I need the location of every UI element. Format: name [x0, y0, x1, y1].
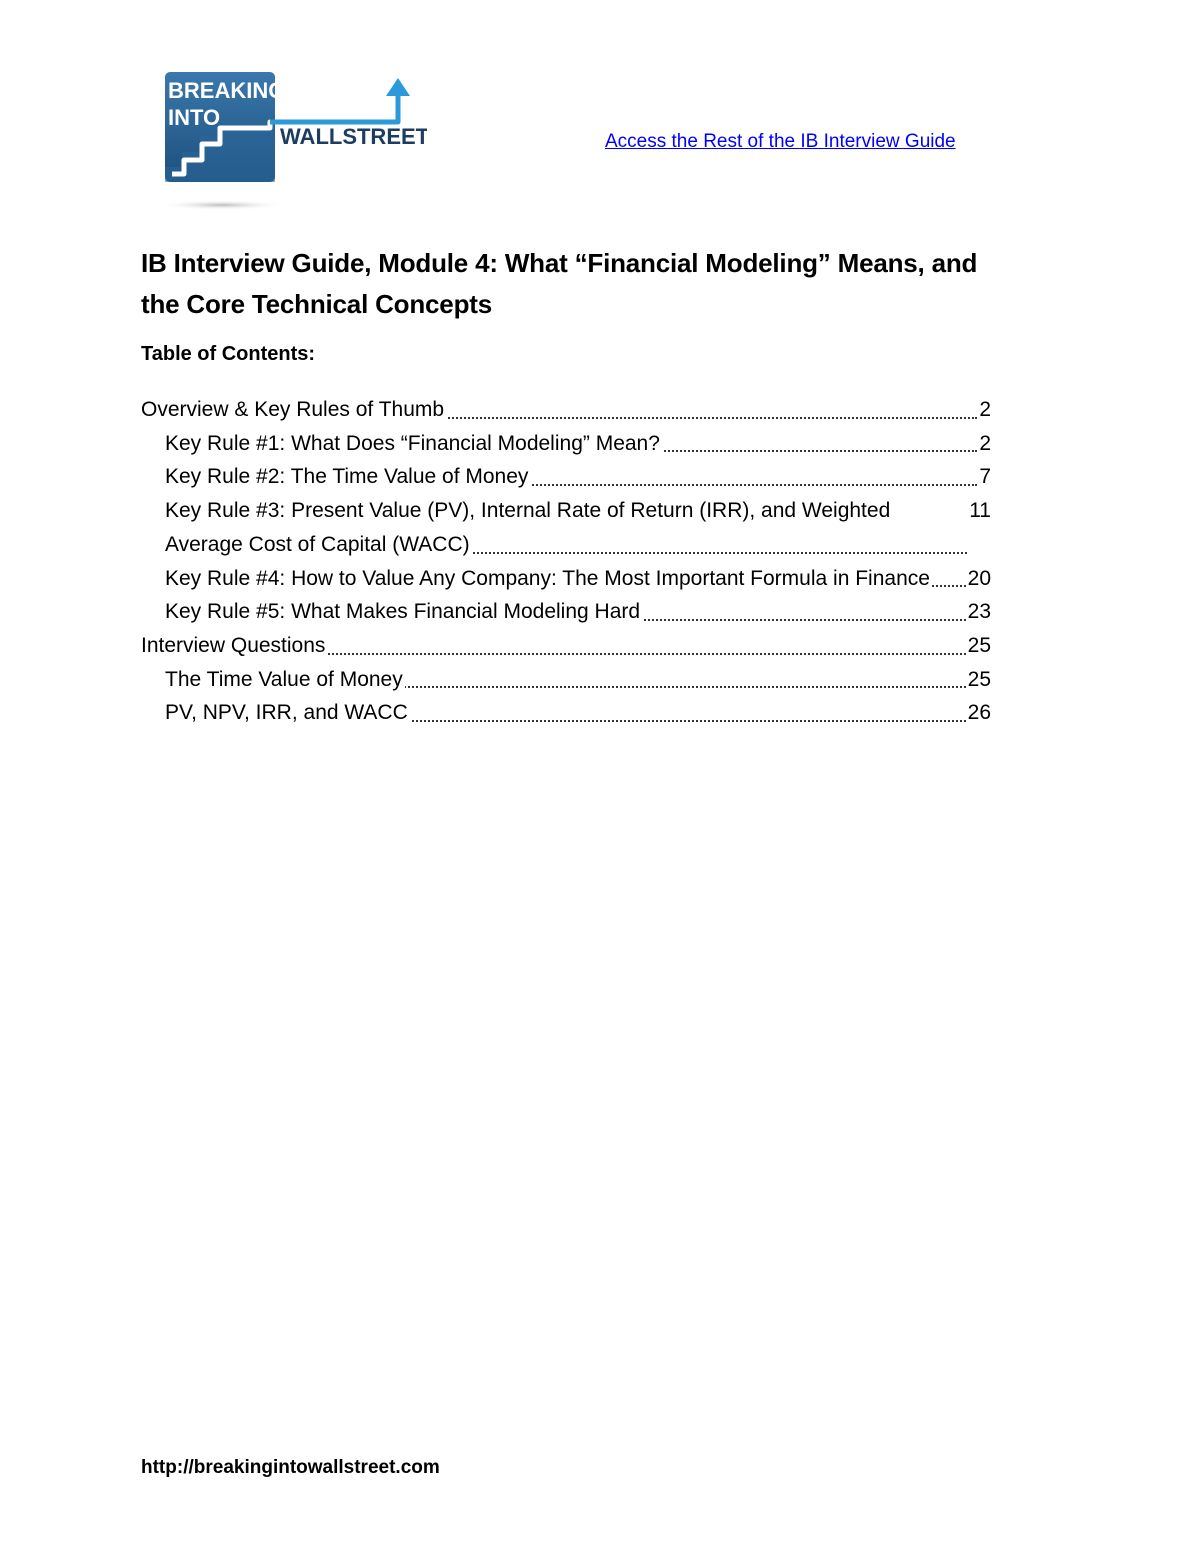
toc-entry-label: Key Rule #1: What Does “Financial Modeling” Mean? [165, 431, 660, 455]
access-guide-link[interactable]: Access the Rest of the IB Interview Guide [605, 131, 956, 152]
toc-entry-interview-questions[interactable] [141, 629, 991, 663]
logo-graphic [162, 72, 427, 212]
toc-entry-label: Key Rule #5: What Makes Financial Modeling Hard [165, 600, 641, 624]
logo-text-wallstreet: WALLSTREET [280, 124, 427, 149]
toc-entry-label: Overview & Key Rules of Thumb [141, 398, 445, 421]
toc-entry-page: 25 [967, 633, 991, 657]
footer-url: http://breakingintowallstreet.com [141, 1457, 440, 1478]
page-title [141, 243, 1081, 325]
toc-entry-overview[interactable] [141, 393, 991, 427]
toc-entry-key-rule-2[interactable] [141, 460, 991, 494]
toc-entry-label: The Time Value of Money [165, 667, 403, 691]
toc-entry-page: 2 [979, 398, 991, 421]
toc-entry-label: Key Rule #4: How to Value Any Company: The Most Important Formula in Finance [165, 566, 930, 590]
company-logo [162, 72, 427, 212]
logo-text-breaking: BREAKING [168, 78, 286, 103]
toc-entry-pv-npv[interactable] [141, 696, 991, 730]
toc-entry-page: 25 [967, 667, 991, 691]
toc-entry-label: Interview Questions [141, 633, 326, 657]
toc-entry-page: 26 [967, 701, 991, 725]
table-of-contents [141, 393, 991, 730]
toc-entry-key-rule-1[interactable] [141, 427, 991, 461]
toc-entry-key-rule-4[interactable] [141, 562, 991, 596]
toc-entry-label: Key Rule #2: The Time Value of Money [165, 465, 529, 489]
toc-entry-page: 7 [979, 465, 991, 489]
logo-text-into: INTO [168, 105, 221, 130]
toc-entry-page: 2 [979, 431, 991, 455]
toc-entry-label: PV, NPV, IRR, and WACC [165, 701, 408, 725]
page-title-line-2: the Core Technical Concepts [141, 289, 492, 319]
toc-entry-page: 20 [967, 566, 991, 590]
toc-entry-time-value[interactable] [141, 663, 991, 697]
page-title-line-1: IB Interview Guide, Module 4: What “Financial Modeling” Means, and [141, 248, 978, 278]
toc-entry-key-rule-5[interactable] [141, 595, 991, 629]
toc-entry-page: 23 [967, 600, 991, 624]
toc-entry-label: Key Rule #3: Present Value (PV), Internal Rate of Return (IRR), and Weighted Average Cost of Capital (WACC) [165, 499, 891, 556]
toc-entry-key-rule-3[interactable] [141, 494, 991, 561]
toc-entry-page: 11 [969, 499, 991, 523]
toc-heading: Table of Contents: [141, 343, 316, 365]
